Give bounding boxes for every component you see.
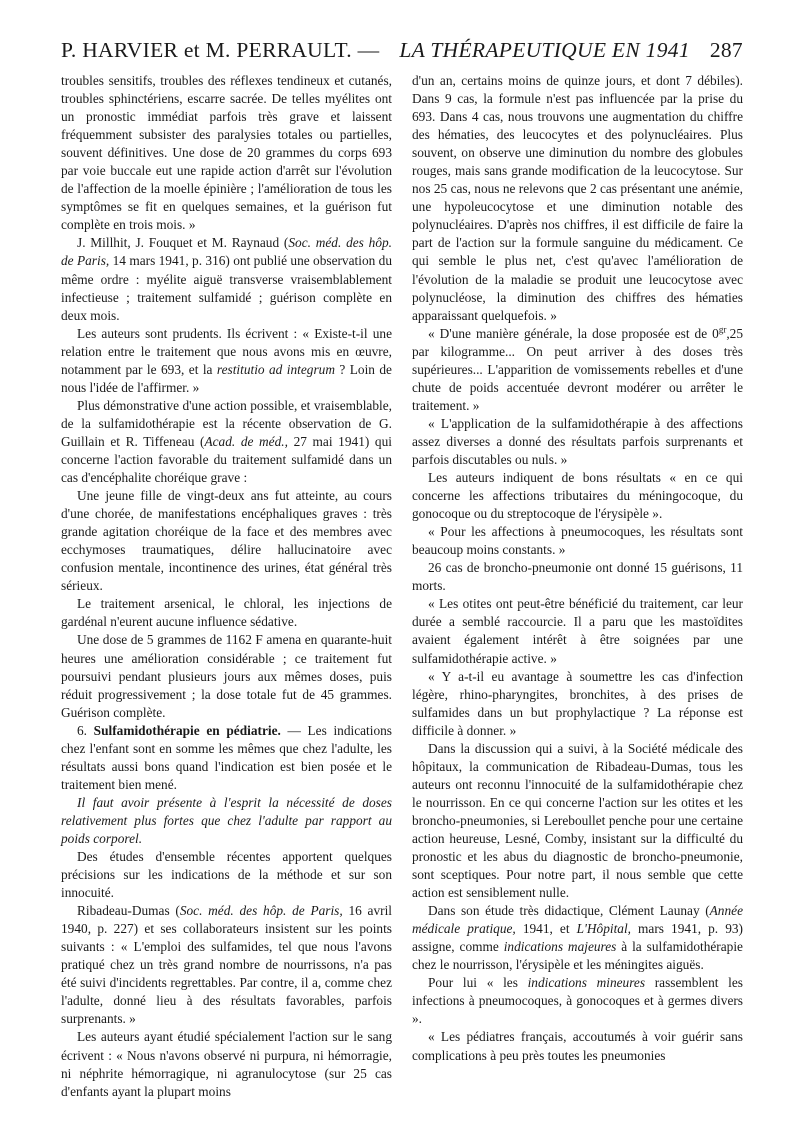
paragraph: « Pour les affections à pneumocoques, les résultats sont beaucoup moins constants. »: [412, 524, 743, 558]
header-title: LA THÉRAPEUTIQUE EN 1941: [399, 38, 690, 62]
paragraph: « L'application de la sulfamidothérapie à des affections assez diverses a donné des résultats parfois surprenants et parfois discutables ou nuls. »: [412, 415, 743, 467]
italic-paragraph: Il faut avoir présente à l'esprit la nécessité de doses relativement plus fortes que chez l'adulte par rapport au poids corporel.: [61, 794, 392, 846]
text-run: Les auteurs sont prudents. Ils écrivent : « Existe-t-il une relation entre le traitement que nous avons mis en œuvre, notamment par le 693, et la: [61, 325, 392, 377]
section-number: 6.: [77, 722, 94, 738]
italic-phrase: indications mineures: [527, 975, 646, 991]
citation: Acad. de méd.,: [204, 433, 288, 449]
text-run: 27 mai 1941) qui concerne l'action favorable du traitement sulfamidé dans un cas d'encéphalite choréique grave :: [61, 433, 392, 486]
paragraph: [61, 325, 392, 397]
text-run: ,25 par kilogramme... On peut arriver à des doses très supérieures... L'apparition de vomissements rebelles et d'une chute de poids accentuée devront modérer ou arrêter le traitement. »: [412, 325, 743, 413]
text-run: 1941, et: [515, 921, 577, 937]
text-run: Pour lui « les: [428, 975, 528, 991]
paragraph: [61, 234, 392, 324]
citation: Soc. méd. des hôp. de Paris,: [179, 903, 343, 919]
paragraph: « Les otites ont peut-être bénéficié du traitement, car leur durée a semblé raccourcie. Il a paru que les mastoïdites avaient également intérêt à être soignées par une sulfamidothérapie active. »: [412, 596, 743, 666]
text-run: « D'une manière générale, la dose proposée est de 0: [428, 325, 719, 341]
two-column-body: [61, 72, 743, 1101]
section-paragraph: [61, 722, 392, 794]
paragraph: « Y a-t-il eu avantage à soumettre les cas d'infection légère, rhino-pharyngites, bronchites, à des prises de sulfamides dans un but prophylactique ? La réponse est difficile à donner. »: [412, 668, 743, 738]
citation: Année médicale pratique,: [412, 903, 743, 937]
superscript-unit: gr: [718, 324, 727, 335]
header-authors: P. HARVIER et M. PERRAULT. —: [61, 38, 380, 62]
right-column: [412, 72, 743, 1101]
paragraph: [412, 974, 743, 1028]
text-run: J. Millhit, J. Fouquet et M. Raynaud (: [77, 235, 289, 251]
paragraph: Dans la discussion qui a suivi, à la Société médicale des hôpitaux, la communication de Ribadeau-Dumas, tous les auteurs ont reconnu l'innocuité de la sulfamidothérapie chez le nourrisson. En ce qui concerne l'action sur les otites et les broncho-pneumonies, si Lereboullet penche pour une certaine action heureuse, Lesné, Comby, insistant sur la difficulté du pronostic et les abus du diagnostic de broncho-pneumonie, sont sceptiques. Pour notre part, il nous semble que cette action est sensiblement nulle.: [412, 740, 743, 901]
paragraph: « Les pédiatres français, accoutumés à voir guérir sans complications à peu près toutes les pneumonies: [412, 1029, 743, 1063]
text-run: 14 mars 1941, p. 316) ont publié une observation du même ordre : myélite aiguë transverse vraisemblablement infectieuse ; traitement sulfamidé ; guérison complète en deux mois.: [61, 253, 393, 323]
text-run: mars 1941, p. 93) assigne, comme: [412, 921, 743, 955]
text-run: Ribadeau-Dumas (: [77, 903, 180, 919]
left-column: [61, 72, 392, 1101]
text-run: à la sulfamidothérapie chez le nourrisson, l'érysipèle et les méningites aiguës.: [412, 939, 743, 973]
italic-phrase: restitutio ad integrum: [216, 361, 335, 377]
italic-phrase: indications majeures: [503, 939, 617, 955]
text-run: Plus démonstrative d'une action possible, et vraisemblable, de la sulfamidothérapie est la récente observation de G. Guillain et R. Tiffeneau (: [61, 397, 392, 449]
paragraph: Les auteurs ayant étudié spécialement l'action sur le sang écrivent : « Nous n'avons observé ni purpura, ni hémorragie, ni néphrite hémorragique, ni agranulocytose (sur 25 cas d'enfants ayant la plupart moins: [61, 1029, 392, 1099]
citation: L'Hôpital,: [576, 921, 631, 937]
text-run: rassemblent les infections à pneumocoques, à gonocoques et à germes divers ».: [412, 975, 743, 1027]
paragraph: [61, 902, 392, 1028]
section-heading: Sulfamidothérapie en pédiatrie.: [93, 722, 281, 738]
paragraph: [61, 397, 392, 487]
text-run: — Les indications chez l'enfant sont en somme les mêmes que chez l'adulte, les résultats aussi bons quand l'indication est bien posée et le traitement bien mené.: [61, 722, 392, 792]
paragraph: 26 cas de broncho-pneumonie ont donné 15 guérisons, 11 morts.: [412, 560, 743, 594]
citation: Soc. méd. des hôp. de Paris,: [61, 235, 392, 269]
paragraph: Les auteurs indiquent de bons résultats « en ce qui concerne les affections tributaires du méningocoque, du gonocoque ou du streptocoque de l'érysipèle ».: [412, 470, 743, 522]
paragraph: troubles sensitifs, troubles des réflexes tendineux et cutanés, troubles sphinctériens, escarre sacrée. De telles myélites ont un pronostic immédiat parfois très grave et laissent fréquemment subsister des paralysies totales ou partielles, souvent définitives. Une dose de 20 grammes du corps 693 par voie buccale eut une rapide action d'arrêt sur l'évolution de l'affection de la moelle épinière ; l'amélioration de tous les symptômes se fit en quelques semaines, et la guérison fut complète en trois mois. »: [61, 73, 392, 233]
text-run: ? Loin de nous l'idée de l'affirmer. »: [61, 361, 392, 395]
page-number: 287: [709, 38, 743, 62]
paragraph: [412, 325, 743, 415]
text-run: 16 avril 1940, p. 227) et ses collaborateurs insistent sur les points suivants : « L'emploi des sulfamides, tel que nous l'avons pratiqué chez un très grand nombre de nourrissons, n'a pas été suivi d'incidents regrettables. Par contre, il a, comme chez l'adulte, donné lieu à des résultats favorables, parfois surprenants. »: [61, 903, 392, 1027]
paragraph: [412, 902, 743, 974]
paragraph: Une dose de 5 grammes de 1162 F amena en quarante-huit heures une amélioration considérable ; ce traitement fut poursuivi pendant plusieurs jours aux mêmes doses, puis réduit progressivement ; la dose totale fut de 45 grammes. Guérison complète.: [61, 632, 392, 720]
paragraph: Des études d'ensemble récentes apportent quelques précisions sur les indications de la méthode et sur son innocuité.: [61, 849, 392, 901]
paragraph: Une jeune fille de vingt-deux ans fut atteinte, au cours d'une chorée, de manifestations encéphaliques graves : très grande agitation choréique de la face et des membres avec ecchymoses traumatiques, délire hallucinatoire avec confusion mentale, incontinence des urines, état général très sérieux.: [61, 488, 392, 594]
text-run: Dans son étude très didactique, Clément Launay (: [428, 903, 710, 919]
running-header: [61, 38, 743, 63]
paragraph: d'un an, certains moins de quinze jours, et dont 7 débiles). Dans 9 cas, la formule n'est pas influencée par la prise du 693. Dans 4 cas, nous trouvons une augmentation du chiffre des hématies, des leucocytes et des polynucléaires. Plus souvent, on observe une diminution du nombre des globules rouges, mais sans grande modification de la leucocytose. Sur nos 25 cas, nous ne relevons que 2 cas présentant une anémie, une hypoleucocytose et une diminution notable des polynucléaires. D'après nos chiffres, il est difficile de faire la part de l'action sur la formule sanguine du médicament. Ce qui semble le plus net, c'est qu'avec l'amélioration de l'évolution de la maladie se produit une leucocytose avec polynucléose, la diminution des chiffres des hématies apparaissant quelquefois. »: [412, 73, 743, 323]
paragraph: Le traitement arsenical, le chloral, les injections de gardénal n'eurent aucune influence sédative.: [61, 596, 392, 630]
